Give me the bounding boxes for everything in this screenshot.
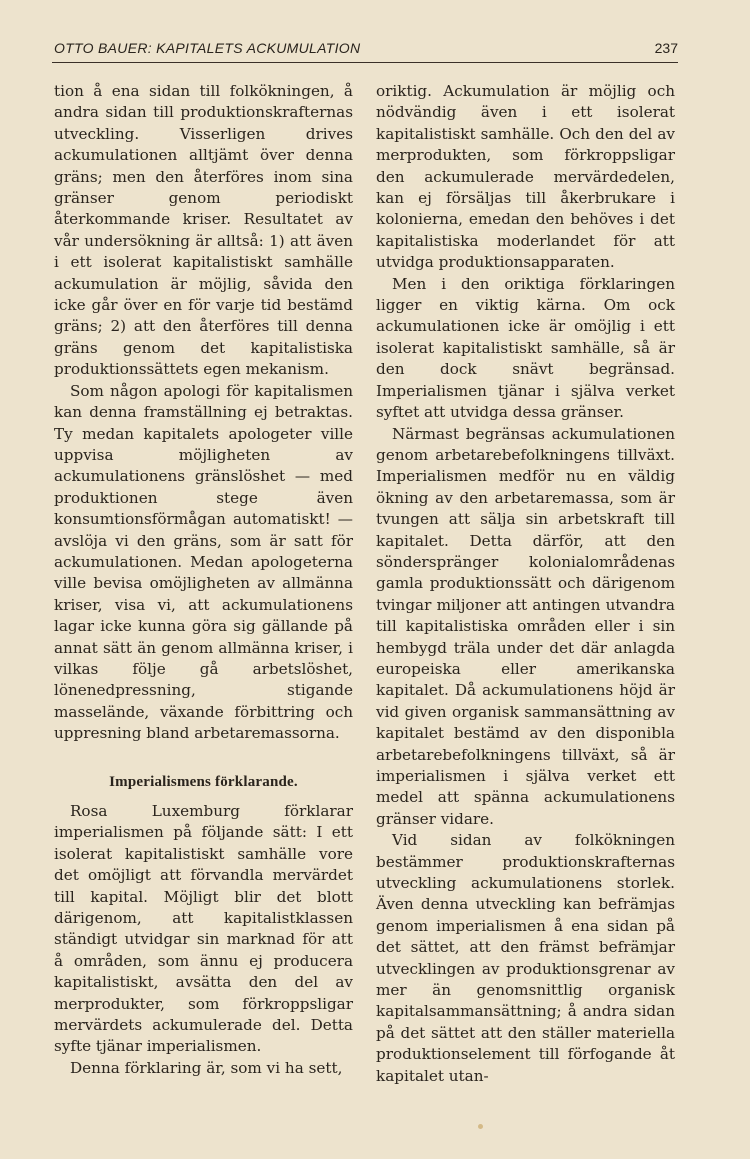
paragraph: oriktig. Ackumulation är möjlig och nödvändig även i ett isolerat kapitalistiskt samhälle. Och den del av merprodukten, som förkroppsligar den ackumulerade mervärdedelen, kan ej försäljas till åkerbrukare i kolonierna, emedan den behöves i det kapitalistiska moderlandet för att utvidga produktionsapparaten. — [376, 82, 675, 272]
paragraph: Vid sidan av folkökningen bestämmer produktionskrafternas utveckling ackumulationens storlek. Även denna utveckling kan befrämjas genom imperialismen å ena sidan på det sättet, att den främst befrämjar utvecklingen av produktionsgrenar av mer än genomsnittlig organisk kapitalsammansättning; å andra sidan på det sättet att den ställer materiella produktionselement till förfogande åt kapitalet utan- — [376, 831, 675, 1085]
paragraph: Denna förklaring är, som vi ha sett, — [70, 1058, 343, 1077]
left-column — [54, 81, 353, 1079]
paragraph: Som någon apologi för kapitalismen kan denna framställning ej betraktas. Ty medan kapitalets apologeter ville uppvisa möjligheten av ackumulationens gränslöshet — med produktionen stege även konsumtionsförmågan automatiskt! — avslöja vi den gräns, som är satt för ackumulationen. Medan apologeterna ville bevisa omöjligheten av allmänna kriser, visa vi, att ackumulationens lagar icke kunna göra sig gällande på annat sätt än genom allmänna kriser, i vilkas följe gå arbetslöshet, lönenedpressning, stigande masselände, växande förbittring och uppresning bland arbetaremassorna. — [54, 381, 353, 743]
page-header — [52, 40, 678, 63]
paper-stain — [478, 1124, 483, 1129]
page-number: 237 — [654, 40, 678, 56]
right-column — [376, 81, 675, 1087]
paragraph: Rosa Luxemburg förklarar imperialismen på följande sätt: I ett isolerat kapitalistiskt samhälle vore det omöjligt att förvandla mervärdet till kapital. Möjligt blir det blott därigenom, att kapitalistklassen ständigt utvidgar sin marknad för att å områden, som ännu ej producera kapitalistiskt, avsätta den del av merprodukter, som förkroppsligar mervärdets ackumulerade del. Detta syfte tjänar imperialismen. — [54, 802, 353, 1056]
paragraph: Men i den oriktiga förklaringen ligger en viktig kärna. Om ock ackumulationen icke är omöjlig i ett isolerat kapitalistiskt samhälle, så är den dock snävt begränsad. Imperialismen tjänar i själva verket syftet att utvidga dessa gränser. — [376, 274, 675, 422]
paragraph: tion å ena sidan till folkökningen, å andra sidan till produktionskrafternas utveckling. Visserligen drives ackumulationen alltjämt över denna gräns; men den återföres inom sina gränser genom periodiskt återkommande kriser. Resultatet av vår undersökning är alltså: 1) att även i ett isolerat kapitalistiskt samhälle ackumulation är möjlig, såvida den icke går över en för varje tid bestämd gräns; 2) att den återföres till denna gräns genom det kapitalistiska produktionssättets egen mekanism. — [54, 82, 353, 379]
section-heading: Imperialismens förklarande. — [109, 773, 298, 790]
paragraph: Närmast begränsas ackumulationen genom arbetarebefolkningens tillväxt. Imperialismen medför nu en väldig ökning av den arbetaremassa, som är tvungen att sälja sin arbetskraft till kapitalet. Detta därför, att den sönderspränger kolonialområdenas gamla produktionssätt och därigenom tvingar miljoner att antingen utvandra till kapitalistiska områden eller i sin hembygd träla under det där anlagda europeiska eller amerikanska kapitalet. Då ackumulationens höjd är vid given organisk sammansättning av kapitalet bestämd av den disponibla arbetarebefolkningens tillväxt, så är imperialismen i själva verket ett medel att spänna ackumulationens gränser vidare. — [376, 424, 675, 828]
running-head: OTTO BAUER: KAPITALETS ACKUMULATION — [54, 40, 361, 56]
